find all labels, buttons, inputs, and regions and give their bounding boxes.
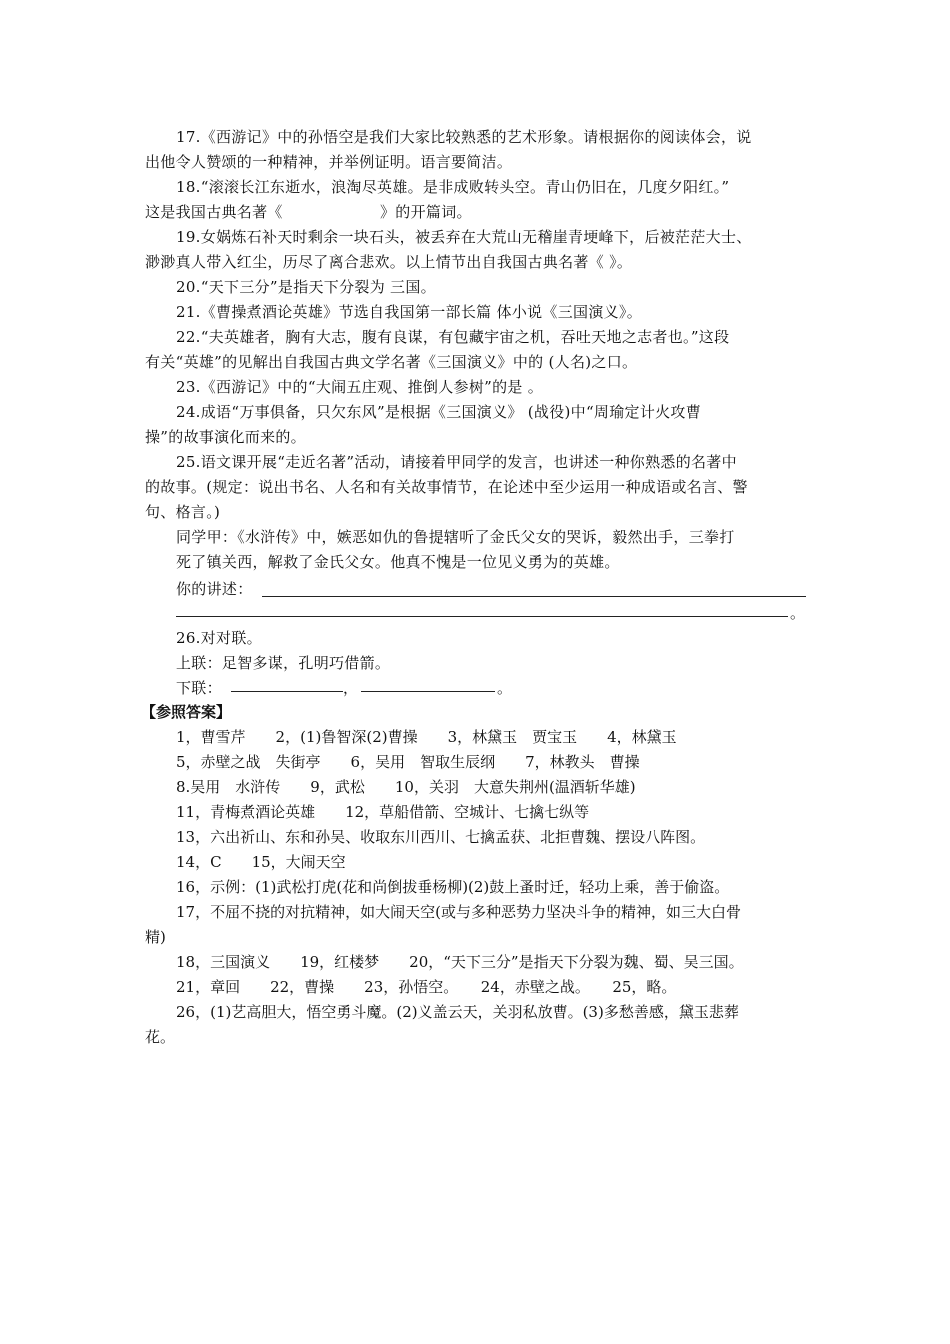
q25-line-2: 的故事。(规定：说出书名、人名和有关故事情节，在论述中至少运用一种成语或名言、警 [145, 478, 748, 496]
answer-line-4: 11，青梅煮酒论英雄 12，草船借箭、空城计、七擒七纵等 [176, 803, 590, 821]
q18-line-2b: 》的开篇词。 [380, 203, 472, 221]
answers-heading: 【参照答案】 [141, 703, 232, 721]
q23-line: 23.《西游记》中的“大闹五庄观、推倒人参树”的是 。 [176, 378, 544, 396]
q26-title: 26.对对联。 [176, 629, 262, 647]
q22-line-1: 22.“夫英雄者，胸有大志，腹有良谋，有包藏宇宙之机，吞吐天地之志者也。”这段 [176, 328, 730, 346]
q24-line-2: 操”的故事演化而来的。 [145, 428, 306, 446]
q17-line-2: 出他令人赞颂的一种精神，并举例证明。语言要简洁。 [145, 153, 513, 171]
q26-lower-label: 下联： [176, 679, 222, 697]
q24-line-1: 24.成语“万事俱备，只欠东风”是根据《三国演义》 (战役)中“周瑜定计火攻曹 [176, 403, 702, 421]
q26-comma: ， [343, 679, 359, 697]
answer-line-11a: 26，(1)艺高胆大，悟空勇斗魔。(2)义盖云天，关羽私放曹。(3)多愁善感，黛玉悲葬 [176, 1003, 739, 1021]
q25-line-3: 句、格言。) [145, 503, 221, 521]
q26-upper-couplet: 上联：足智多谋，孔明巧借箭。 [176, 654, 391, 672]
answer-line-5: 13，六出祈山、东和孙吴、收取东川西川、七擒孟获、北拒曹魏、摆设八阵图。 [176, 828, 706, 846]
answer-line-11b: 花。 [145, 1028, 176, 1046]
q18-line-2a: 这是我国古典名著《 [145, 203, 283, 221]
q26-period: 。 [497, 679, 513, 697]
answer-line-10: 21，章回 22，曹操 23，孙悟空。 24，赤壁之战。 25，略。 [176, 978, 677, 996]
q26-blank-2[interactable] [361, 691, 495, 692]
q25-end-period: 。 [790, 604, 806, 622]
q25-answer-blank-1[interactable] [262, 596, 806, 597]
answer-line-9: 18，三国演义 19，红楼梦 20，“天下三分”是指天下分裂为魏、蜀、吴三国。 [176, 953, 744, 971]
q19-line-1: 19.女娲炼石补天时剩余一块石头，被丢弃在大荒山无稽崖青埂峰下，后被茫茫大士、 [176, 228, 752, 246]
q25-answer-blank-2[interactable] [176, 616, 788, 617]
q18-line-1: 18.“滚滚长江东逝水，浪淘尽英雄。是非成败转头空。青山仍旧在，几度夕阳红。” [176, 178, 730, 196]
q25-your-narration-label: 你的讲述： [176, 580, 253, 598]
answer-line-8b: 精) [145, 928, 166, 946]
q22-line-2: 有关“英雄”的见解出自我国古典文学名著《三国演义》中的 (人名)之口。 [145, 353, 638, 371]
q25-sample-line-1: 同学甲：《水浒传》中，嫉恶如仇的鲁提辖听了金氏父女的哭诉，毅然出手，三拳打 [176, 528, 735, 546]
q26-blank-1[interactable] [231, 691, 343, 692]
q21-line: 21.《曹操煮酒论英雄》节选自我国第一部长篇 体小说《三国演义》。 [176, 303, 643, 321]
answer-line-3: 8.吴用 水浒传 9，武松 10，关羽 大意失荆州(温酒斩华雄) [176, 778, 636, 796]
answer-line-7: 16，示例：(1)武松打虎(花和尚倒拔垂杨柳)(2)鼓上蚤时迁，轻功上乘，善于偷盗。 [176, 878, 730, 896]
answer-line-2: 5，赤壁之战 失街亭 6，吴用 智取生辰纲 7，林教头 曹操 [176, 753, 640, 771]
answer-line-1: 1，曹雪芹 2，(1)鲁智深(2)曹操 3，林黛玉 贾宝玉 4，林黛玉 [176, 728, 677, 746]
q17-line-1: 17.《西游记》中的孙悟空是我们大家比较熟悉的艺术形象。请根据你的阅读体会，说 [176, 128, 752, 146]
q20-line: 20.“天下三分”是指天下分裂为 三国。 [176, 278, 436, 296]
q19-line-2: 渺渺真人带入红尘，历尽了离合悲欢。以上情节出自我国古典名著《 》。 [145, 253, 633, 271]
answer-line-8a: 17，不屈不挠的对抗精神，如大闹天空(或与多种恶势力坚决斗争的精神，如三大白骨 [176, 903, 741, 921]
answer-line-6: 14，C 15，大闹天空 [176, 853, 346, 871]
q25-line-1: 25.语文课开展“走近名著”活动，请接着甲同学的发言，也讲述一种你熟悉的名著中 [176, 453, 737, 471]
q25-sample-line-2: 死了镇关西，解救了金氏父女。他真不愧是一位见义勇为的英雄。 [176, 553, 620, 571]
